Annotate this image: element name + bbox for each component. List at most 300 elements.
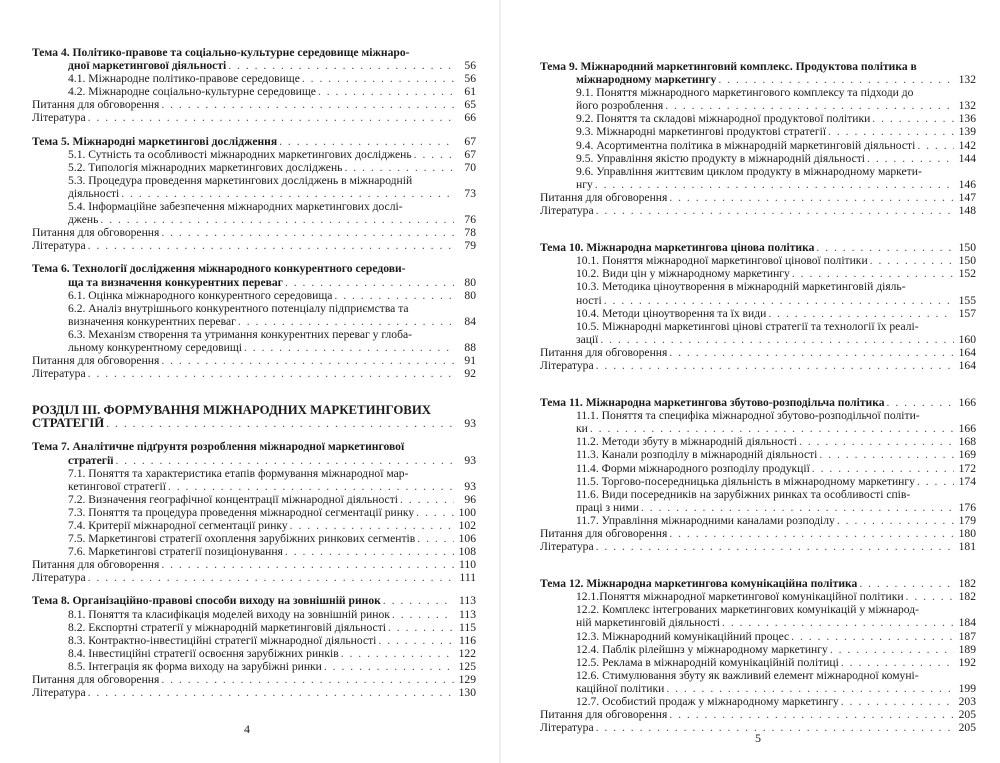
toc-spacer — [540, 217, 976, 241]
dot-leader — [285, 276, 454, 289]
toc-entry-title: дної маркетингової діяльності — [68, 59, 227, 73]
toc-entry[interactable] — [540, 307, 976, 320]
toc-page-number: 80 — [464, 288, 476, 302]
toc-page-number: 80 — [464, 275, 476, 289]
toc-entry-title: 12.2. Комплекс інтегрованих маркетингових комунікацій у міжнарод- — [576, 603, 919, 617]
toc-heading-line[interactable] — [32, 135, 476, 148]
toc-page-number: 148 — [958, 204, 976, 218]
toc-page-number: 84 — [464, 314, 476, 328]
toc-entry[interactable] — [32, 111, 476, 124]
toc-page-number: 93 — [464, 453, 476, 467]
toc-page-number: 79 — [464, 239, 476, 253]
toc-heading-line[interactable] — [540, 73, 976, 86]
toc-entry[interactable] — [32, 98, 476, 111]
toc-entry[interactable] — [32, 493, 476, 506]
dot-leader — [302, 72, 454, 85]
toc-page-number: 129 — [458, 673, 476, 687]
toc-page-number: 205 — [958, 721, 976, 735]
toc-entry-title: 9.5. Управління якістю продукту в міжнародній діяльності — [576, 151, 866, 165]
toc-entry-title: 11.6. Види посередників на зарубіжних ринках та особливості спів- — [576, 487, 911, 501]
toc-entry[interactable] — [540, 643, 976, 656]
toc-heading-line[interactable] — [32, 440, 476, 453]
toc-entry[interactable] — [32, 545, 476, 558]
toc-page-number: 160 — [958, 332, 976, 346]
toc-page-number: 130 — [458, 686, 476, 700]
toc-entry[interactable] — [540, 267, 976, 280]
toc-entry[interactable] — [540, 139, 976, 152]
toc-page-number: 168 — [958, 435, 976, 449]
toc-entry[interactable] — [32, 315, 476, 328]
toc-entry[interactable] — [32, 673, 476, 686]
toc-page-number: 56 — [464, 72, 476, 86]
toc-page-number: 93 — [464, 479, 476, 493]
dot-leader — [106, 417, 454, 430]
toc-entry[interactable] — [540, 669, 976, 682]
dot-leader — [161, 98, 454, 111]
toc-page-number: 116 — [459, 633, 476, 647]
toc-entry-title: 9.4. Асортиментна політика в міжнародній маркетинговій діяльності — [576, 138, 916, 152]
dot-leader — [417, 532, 454, 545]
toc-entry-title: 8.3. Контрактно-інвестиційні стратегії міжнародної діяльності — [68, 633, 377, 647]
toc-entry-title: 6.3. Механізм створення та утримання конкурентних переваг у глоба- — [68, 327, 412, 341]
toc-page-number: 199 — [958, 681, 976, 695]
dot-leader — [88, 111, 454, 124]
toc-page-number: 146 — [958, 177, 976, 191]
toc-page-number: 164 — [958, 358, 976, 372]
toc-entry[interactable] — [540, 112, 976, 125]
toc-entry[interactable] — [540, 204, 976, 217]
toc-entry-title: 9.6. Управління життєвим циклом продукту в міжнародному маркети- — [576, 164, 922, 178]
toc-entry-title: 7.2. Визначення географічної концентрації міжнародної діяльності — [68, 492, 398, 506]
toc-entry-title: 12.7. Особистий продаж у міжнародному маркетингу — [576, 695, 839, 709]
toc-entry[interactable] — [540, 448, 976, 461]
toc-entry[interactable] — [32, 328, 476, 341]
toc-page-number: 139 — [958, 125, 976, 139]
toc-entry-title: 12.5. Реклама в міжнародній комунікаційній політиці — [576, 655, 839, 669]
toc-page-number: 125 — [458, 659, 476, 673]
dot-leader — [799, 435, 954, 448]
toc-entry-title: 9.1. Поняття міжнародного маркетингового комплексу та підходи до — [576, 86, 914, 100]
dot-leader — [161, 354, 454, 367]
toc-entry-title: Питання для обговорення — [32, 98, 160, 112]
toc-entry[interactable] — [32, 467, 476, 480]
dot-leader — [121, 187, 454, 200]
toc-heading-line[interactable] — [32, 59, 476, 72]
toc-entry-title: Тема 5. Міжнародні маркетингові дослідження — [32, 134, 278, 148]
toc-entry-title: ки — [576, 422, 588, 436]
toc-entry-title: Тема 11. Міжнародна маркетингова збутово-розподільча політика — [540, 396, 885, 410]
toc-entry-title: стратегії — [68, 453, 114, 467]
toc-entry-title: Література — [32, 111, 86, 125]
toc-entry-title: ній маркетинговій діяльності — [576, 616, 721, 630]
dot-leader — [290, 519, 454, 532]
toc-entry-title: 7.6. Маркетингові стратегії позиціонування — [68, 545, 283, 559]
toc-entry[interactable] — [32, 686, 476, 699]
toc-entry-title: ності — [576, 293, 602, 307]
dot-leader — [596, 359, 954, 372]
dot-leader — [828, 125, 954, 138]
toc-spacer — [32, 430, 476, 440]
toc-heading-line[interactable] — [540, 396, 976, 409]
toc-entry[interactable] — [32, 634, 476, 647]
toc-entry-title: 11.7. Управління міжнародними каналами розподілу — [576, 513, 835, 527]
toc-page-number: 67 — [464, 147, 476, 161]
toc-entry[interactable] — [32, 72, 476, 85]
toc-entry[interactable] — [32, 161, 476, 174]
toc-entry-title: Тема 8. Організаційно-правові способи виходу на зовнішній ринок — [32, 594, 381, 608]
dot-leader — [669, 708, 954, 721]
toc-entry-title: 7.1. Поняття та характеристика етапів формування міжнародної мар- — [68, 466, 409, 480]
toc-entry[interactable] — [540, 99, 976, 112]
toc-entry[interactable] — [32, 341, 476, 354]
dot-leader — [383, 594, 454, 607]
toc-entry-title: 5.3. Процедура проведення маркетингових досліджень в міжнародній — [68, 173, 413, 187]
toc-entry-title: 12.3. Міжнародний комунікаційний процес — [576, 629, 790, 643]
toc-page-number: 56 — [464, 59, 476, 73]
toc-entry-title: міжнародному маркетингу — [576, 73, 717, 87]
toc-entry[interactable] — [540, 682, 976, 695]
toc-entry-title: 5.1. Сутність та особливості міжнародних маркетингових досліджень — [68, 147, 412, 161]
toc-entry-title: його розроблення — [576, 99, 664, 113]
toc-spacer — [32, 252, 476, 262]
toc-entry-title: Література — [540, 721, 594, 735]
toc-entry[interactable] — [540, 462, 976, 475]
toc-entry[interactable] — [540, 86, 976, 99]
toc-entry-title: каційної політики — [576, 681, 665, 695]
toc-entry[interactable] — [32, 519, 476, 532]
toc-entry-title: 8.2. Експортні стратегії у міжнародній маркетинговій діяльності — [68, 620, 386, 634]
toc-entry-title: праці з ними — [576, 500, 639, 514]
toc-entry[interactable] — [32, 621, 476, 634]
dot-leader — [669, 346, 954, 359]
toc-entry[interactable] — [540, 590, 976, 603]
toc-entry[interactable] — [32, 506, 476, 519]
toc-entry-title: Література — [540, 358, 594, 372]
dot-leader — [596, 204, 954, 217]
toc-heading-line[interactable] — [32, 276, 476, 289]
toc-entry[interactable] — [540, 540, 976, 553]
toc-entry[interactable] — [32, 226, 476, 239]
toc-entry[interactable] — [32, 354, 476, 367]
toc-entry[interactable] — [540, 603, 976, 616]
toc-entry-title: 5.4. Інформаційне забезпечення міжнародних маркетингових дослі- — [68, 200, 403, 214]
toc-page-number: 150 — [958, 254, 976, 268]
toc-page-number: 132 — [958, 73, 976, 87]
dot-leader — [837, 514, 954, 527]
dot-leader — [100, 213, 454, 226]
toc-entry[interactable] — [32, 85, 476, 98]
toc-page-number: 136 — [958, 112, 976, 126]
toc-entry[interactable] — [32, 213, 476, 226]
dot-leader — [669, 527, 954, 540]
toc-page-number: 189 — [958, 642, 976, 656]
toc-page-number: 182 — [958, 577, 976, 591]
toc-entry[interactable] — [32, 532, 476, 545]
page-number-right: 5 — [755, 731, 761, 745]
toc-heading-line[interactable] — [540, 60, 976, 73]
toc-entry-title: Питання для обговорення — [540, 345, 668, 359]
toc-entry[interactable] — [540, 708, 976, 721]
dot-leader — [812, 462, 954, 475]
toc-entry[interactable] — [540, 514, 976, 527]
toc-entry-title: 11.4. Форми міжнародного розподілу продукції — [576, 461, 810, 475]
toc-entry[interactable] — [32, 367, 476, 380]
toc-page-number: 115 — [459, 620, 476, 634]
toc-entry-title: діяльності — [68, 186, 120, 200]
toc-entry-title: 11.2. Методи збуту в міжнародній діяльності — [576, 435, 798, 449]
toc-entry[interactable] — [540, 527, 976, 540]
toc-entry[interactable] — [540, 475, 976, 488]
toc-page-number: 96 — [464, 492, 476, 506]
toc-page-number: 93 — [464, 417, 476, 431]
toc-page-number: 205 — [958, 708, 976, 722]
dot-leader — [414, 148, 454, 161]
toc-heading-line[interactable] — [32, 262, 476, 275]
toc-right — [540, 60, 976, 734]
toc-entry-title: Питання для обговорення — [540, 708, 668, 722]
toc-entry-title: 8.4. Інвестиційні стратегії освоєння зарубіжних ринків — [68, 646, 339, 660]
toc-heading-line[interactable] — [32, 594, 476, 607]
dot-leader — [590, 422, 954, 435]
toc-heading-line[interactable] — [32, 417, 476, 430]
toc-entry[interactable] — [540, 178, 976, 191]
toc-entry[interactable] — [540, 630, 976, 643]
toc-page-number: 67 — [464, 134, 476, 148]
dot-leader — [867, 152, 954, 165]
toc-entry-title: 8.5. Інтеграція як форма виходу на зарубіжні ринки — [68, 659, 322, 673]
toc-entry-title: 7.4. Критерії міжнародної сегментації ринку — [68, 519, 288, 532]
toc-entry[interactable] — [540, 346, 976, 359]
toc-page-number: 113 — [459, 607, 476, 621]
dot-leader — [324, 660, 454, 673]
dot-leader — [596, 721, 954, 734]
toc-entry-title: Питання для обговорення — [32, 558, 160, 572]
toc-entry[interactable] — [32, 200, 476, 213]
toc-heading-line[interactable] — [540, 241, 976, 254]
toc-entry[interactable] — [540, 165, 976, 178]
toc-entry-title: джень — [68, 213, 99, 227]
dot-leader — [830, 643, 954, 656]
dot-leader — [88, 686, 454, 699]
toc-entry-title: Тема 12. Міжнародна маркетингова комунікаційна політика — [540, 577, 858, 591]
toc-entry-title: 5.2. Типологія міжнародних маркетингових досліджень — [68, 160, 343, 174]
toc-entry[interactable] — [32, 660, 476, 673]
dot-leader — [88, 367, 454, 380]
dot-leader — [596, 540, 954, 553]
toc-entry-title: Тема 9. Міжнародний маркетинговий комплекс. Продуктова політика в — [540, 60, 917, 73]
toc-entry-title: ща та визначення конкурентних переваг — [68, 275, 283, 289]
toc-page-number: 192 — [958, 655, 976, 669]
toc-page-number: 184 — [958, 616, 976, 630]
toc-entry-title: визначення конкурентних переваг — [68, 314, 236, 328]
toc-page-number: 187 — [958, 629, 976, 643]
toc-entry-title: льному конкурентному середовищі — [68, 340, 242, 354]
toc-page-number: 166 — [958, 396, 976, 410]
toc-entry-title: нгу — [576, 177, 593, 191]
toc-entry[interactable] — [540, 333, 976, 346]
dot-leader — [870, 254, 954, 267]
toc-entry-title: 7.3. Поняття та процедура проведення міжнародної сегментації ринку — [68, 505, 415, 519]
dot-leader — [416, 506, 454, 519]
toc-entry-title: Питання для обговорення — [32, 673, 160, 687]
toc-entry[interactable] — [540, 422, 976, 435]
toc-entry[interactable] — [32, 148, 476, 161]
toc-page-number: 164 — [958, 345, 976, 359]
dot-leader — [318, 85, 454, 98]
dot-leader — [279, 135, 454, 148]
right-page — [500, 0, 1000, 763]
toc-entry-title: Питання для обговорення — [32, 226, 160, 240]
toc-entry-title: Тема 4. Політико-правове та соціально-культурне середовище міжнаро- — [32, 46, 410, 59]
dot-leader — [665, 99, 954, 112]
page-number-left: 4 — [244, 722, 250, 736]
toc-spacer — [540, 372, 976, 396]
dot-leader — [600, 333, 954, 346]
dot-leader — [388, 621, 454, 634]
toc-entry-title: Література — [32, 367, 86, 381]
dot-leader — [917, 139, 954, 152]
toc-page-number: 122 — [458, 646, 476, 660]
toc-entry-title: 8.1. Поняття та класифікація моделей виходу на зовнішній ринок — [68, 607, 390, 621]
toc-heading-line[interactable] — [32, 46, 476, 59]
dot-leader — [887, 396, 954, 409]
toc-entry-title: 6.1. Оцінка міжнародного конкурентного середовища — [68, 288, 333, 302]
dot-leader — [872, 112, 954, 125]
toc-entry[interactable] — [540, 125, 976, 138]
toc-heading-line[interactable] — [540, 577, 976, 590]
dot-leader — [792, 267, 954, 280]
toc-entry[interactable] — [32, 571, 476, 584]
toc-entry[interactable] — [540, 695, 976, 708]
toc-entry-title: 10.1. Поняття міжнародної маркетингової цінової політики — [576, 254, 868, 268]
dot-leader — [161, 558, 454, 571]
toc-entry-title: Література — [32, 239, 86, 253]
dot-leader — [344, 161, 454, 174]
toc-entry[interactable] — [540, 409, 976, 422]
dot-leader — [816, 241, 954, 254]
toc-entry[interactable] — [540, 488, 976, 501]
toc-heading-line[interactable] — [32, 404, 476, 417]
toc-entry[interactable] — [540, 254, 976, 267]
toc-page-number: 147 — [958, 190, 976, 204]
toc-entry-title: 12.1.Поняття міжнародної маркетингової комунікаційної політики — [576, 590, 904, 604]
toc-page-number: 166 — [958, 422, 976, 436]
toc-entry[interactable] — [32, 480, 476, 493]
toc-page-number: 179 — [958, 513, 976, 527]
toc-spacer — [540, 553, 976, 577]
dot-leader — [819, 448, 954, 461]
toc-page-number: 100 — [458, 505, 476, 519]
toc-page-number: 176 — [958, 500, 976, 514]
toc-page-number: 182 — [958, 590, 976, 604]
toc-entry[interactable] — [540, 280, 976, 293]
dot-leader — [341, 647, 454, 660]
toc-entry[interactable] — [32, 647, 476, 660]
toc-entry[interactable] — [32, 187, 476, 200]
toc-page-number: 88 — [464, 340, 476, 354]
toc-entry[interactable] — [540, 616, 976, 629]
toc-left — [32, 46, 476, 699]
toc-entry-title: Питання для обговорення — [540, 190, 668, 204]
dot-leader — [168, 480, 454, 493]
dot-leader — [791, 630, 954, 643]
toc-entry-title: 10.3. Методика ціноутворення в міжнародній маркетинговій діяль- — [576, 280, 906, 294]
toc-entry-title: кетингової стратегії — [68, 479, 166, 493]
toc-entry[interactable] — [540, 656, 976, 669]
dot-leader — [841, 695, 954, 708]
toc-entry[interactable] — [540, 152, 976, 165]
dot-leader — [88, 239, 454, 252]
toc-page-number: 144 — [958, 151, 976, 165]
toc-entry[interactable] — [32, 289, 476, 302]
toc-entry[interactable] — [540, 359, 976, 372]
toc-page-number: 102 — [458, 519, 476, 532]
dot-leader — [161, 673, 454, 686]
toc-page-number: 155 — [958, 293, 976, 307]
toc-spacer — [32, 584, 476, 594]
toc-page-number: 111 — [459, 571, 476, 585]
toc-entry-title: 11.1. Поняття та специфіка міжнародної збутово-розподільчої політи- — [576, 409, 920, 423]
dot-leader — [841, 656, 954, 669]
toc-spacer — [32, 380, 476, 404]
toc-page-number: 73 — [464, 186, 476, 200]
toc-entry-title: 4.1. Міжнародне політико-правове середовище — [68, 72, 300, 86]
toc-entry-title: Тема 10. Міжнародна маркетингова цінова політика — [540, 241, 815, 255]
dot-leader — [722, 616, 954, 629]
toc-page-number: 61 — [464, 85, 476, 99]
toc-page-number: 113 — [459, 594, 476, 608]
toc-page-number: 70 — [464, 160, 476, 174]
toc-entry[interactable] — [540, 320, 976, 333]
toc-entry[interactable] — [32, 302, 476, 315]
toc-entry-title: Тема 6. Технології дослідження міжнародного конкурентного середови- — [32, 262, 406, 276]
dot-leader — [595, 178, 954, 191]
dot-leader — [917, 475, 954, 488]
toc-entry[interactable] — [540, 191, 976, 204]
toc-heading-line[interactable] — [32, 454, 476, 467]
toc-entry[interactable] — [32, 239, 476, 252]
toc-page-number: 180 — [958, 527, 976, 540]
toc-entry[interactable] — [540, 294, 976, 307]
dot-leader — [115, 454, 454, 467]
toc-entry-title: 4.2. Міжнародне соціально-культурне середовище — [68, 85, 316, 99]
toc-page-number: 150 — [958, 241, 976, 255]
toc-entry-title: 10.5. Міжнародні маркетингові цінові стратегії та технології їх реалі- — [576, 319, 919, 333]
dot-leader — [378, 634, 454, 647]
toc-page-number: 132 — [958, 99, 976, 113]
dot-leader — [244, 341, 454, 354]
toc-page-number: 66 — [464, 111, 476, 125]
toc-page-number: 157 — [958, 306, 976, 320]
toc-entry-title: 6.2. Аналіз внутрішнього конкурентного потенціалу підприємства та — [68, 301, 409, 315]
toc-entry[interactable] — [32, 174, 476, 187]
toc-page-number: 174 — [958, 474, 976, 488]
toc-entry[interactable] — [540, 501, 976, 514]
toc-page-number: 106 — [458, 532, 476, 546]
dot-leader — [604, 294, 954, 307]
toc-entry-title: Питання для обговорення — [32, 354, 160, 368]
dot-leader — [906, 590, 954, 603]
toc-entry[interactable] — [32, 608, 476, 621]
toc-entry-title: 9.2. Поняття та складові міжнародної продуктової політики — [576, 112, 871, 126]
toc-entry-title: Література — [32, 571, 86, 585]
toc-page-number: 78 — [464, 226, 476, 240]
toc-entry[interactable] — [540, 435, 976, 448]
toc-entry[interactable] — [32, 558, 476, 571]
toc-entry-title: 10.4. Методи ціноутворення та їх види — [576, 306, 767, 320]
toc-entry-title: 12.4. Паблік рілейшнз у міжнародному маркетингу — [576, 642, 828, 656]
dot-leader — [161, 226, 454, 239]
